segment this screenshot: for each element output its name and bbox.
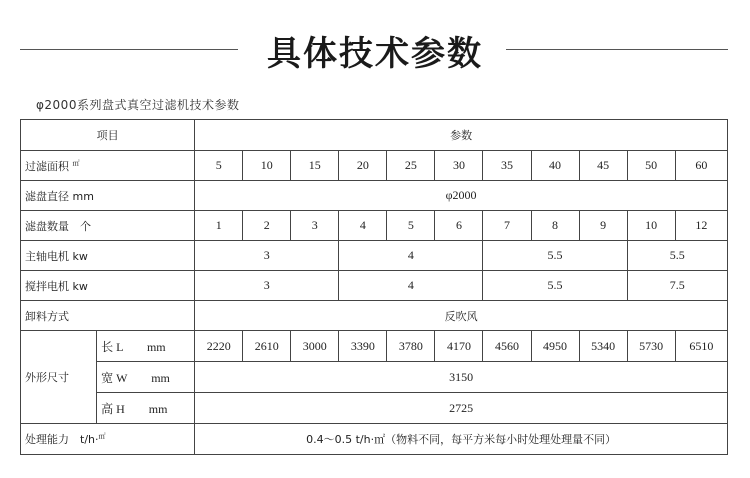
disc-count-value: 3 xyxy=(291,211,339,241)
disc-count-value: 9 xyxy=(579,211,627,241)
header-item-cell: 项目 xyxy=(21,120,195,151)
row-label-capacity xyxy=(21,424,195,455)
disc-count-value: 1 xyxy=(195,211,243,241)
table-row-area xyxy=(21,151,728,181)
table-row-capacity xyxy=(21,424,728,455)
table-header-row xyxy=(21,120,728,151)
area-value: 35 xyxy=(483,151,531,181)
spec-table xyxy=(20,119,728,455)
disc-count-value: 7 xyxy=(483,211,531,241)
area-value: 15 xyxy=(291,151,339,181)
table-row-height xyxy=(21,393,728,424)
table-row-stir-motor xyxy=(21,271,728,301)
height-value: 2725 xyxy=(195,393,728,424)
row-label-area xyxy=(21,151,195,181)
row-label-stir-motor: 搅拌电机 kw xyxy=(21,271,195,301)
length-value: 4170 xyxy=(435,331,483,362)
table-row-main-motor xyxy=(21,241,728,271)
area-value: 25 xyxy=(387,151,435,181)
stir-motor-value: 4 xyxy=(339,271,483,301)
length-value: 4950 xyxy=(531,331,579,362)
area-value: 5 xyxy=(195,151,243,181)
row-label-discharge: 卸料方式 xyxy=(21,301,195,331)
disc-count-value: 8 xyxy=(531,211,579,241)
row-label-width: 宽 W mm xyxy=(97,362,195,393)
length-value: 3000 xyxy=(291,331,339,362)
length-value: 3390 xyxy=(339,331,387,362)
table-caption: φ2000系列盘式真空过滤机技术参数 xyxy=(36,98,240,112)
main-motor-value: 3 xyxy=(195,241,339,271)
area-value: 10 xyxy=(243,151,291,181)
table-row-discharge xyxy=(21,301,728,331)
header-params-cell: 参数 xyxy=(195,120,728,151)
stir-motor-value: 5.5 xyxy=(483,271,627,301)
length-value: 5340 xyxy=(579,331,627,362)
disc-count-value: 4 xyxy=(339,211,387,241)
width-value: 3150 xyxy=(195,362,728,393)
area-unit: ㎡ xyxy=(72,158,80,167)
disc-count-value: 10 xyxy=(627,211,675,241)
table-row-disc-count xyxy=(21,211,728,241)
page-header xyxy=(0,22,750,72)
capacity-label-text: 处理能力 t/h· xyxy=(25,433,99,446)
stir-motor-value: 7.5 xyxy=(627,271,727,301)
length-value: 2610 xyxy=(243,331,291,362)
table-row-width xyxy=(21,362,728,393)
area-value: 20 xyxy=(339,151,387,181)
length-value: 6510 xyxy=(675,331,727,362)
length-value: 5730 xyxy=(627,331,675,362)
row-label-length: 长 L mm xyxy=(97,331,195,362)
length-value: 4560 xyxy=(483,331,531,362)
area-label-text: 过滤面积 xyxy=(25,159,69,173)
title-divider-right xyxy=(506,49,728,50)
capacity-unit: ㎡ xyxy=(98,432,106,441)
disc-count-value: 6 xyxy=(435,211,483,241)
disc-count-value: 12 xyxy=(675,211,727,241)
stir-motor-value: 3 xyxy=(195,271,339,301)
main-motor-value: 5.5 xyxy=(483,241,627,271)
capacity-value: 0.4～0.5 t/h·㎡（物料不同，每平方米每小时处理处理量不同） xyxy=(195,424,728,455)
area-value: 60 xyxy=(675,151,727,181)
disc-count-value: 2 xyxy=(243,211,291,241)
row-label-diameter: 滤盘直径 mm xyxy=(21,181,195,211)
table-row-length xyxy=(21,331,728,362)
area-value: 50 xyxy=(627,151,675,181)
row-label-main-motor: 主轴电机 kw xyxy=(21,241,195,271)
length-value: 2220 xyxy=(195,331,243,362)
area-value: 30 xyxy=(435,151,483,181)
row-label-disc-count: 滤盘数量 个 xyxy=(21,211,195,241)
length-value: 3780 xyxy=(387,331,435,362)
main-motor-value: 5.5 xyxy=(627,241,727,271)
diameter-value: φ2000 xyxy=(195,181,728,211)
table-row-diameter xyxy=(21,181,728,211)
row-label-height: 高 H mm xyxy=(97,393,195,424)
page-title: 具体技术参数 xyxy=(267,34,483,74)
disc-count-value: 5 xyxy=(387,211,435,241)
discharge-value: 反吹风 xyxy=(195,301,728,331)
row-label-dimensions: 外形尺寸 xyxy=(21,331,97,424)
area-value: 40 xyxy=(531,151,579,181)
main-motor-value: 4 xyxy=(339,241,483,271)
area-value: 45 xyxy=(579,151,627,181)
